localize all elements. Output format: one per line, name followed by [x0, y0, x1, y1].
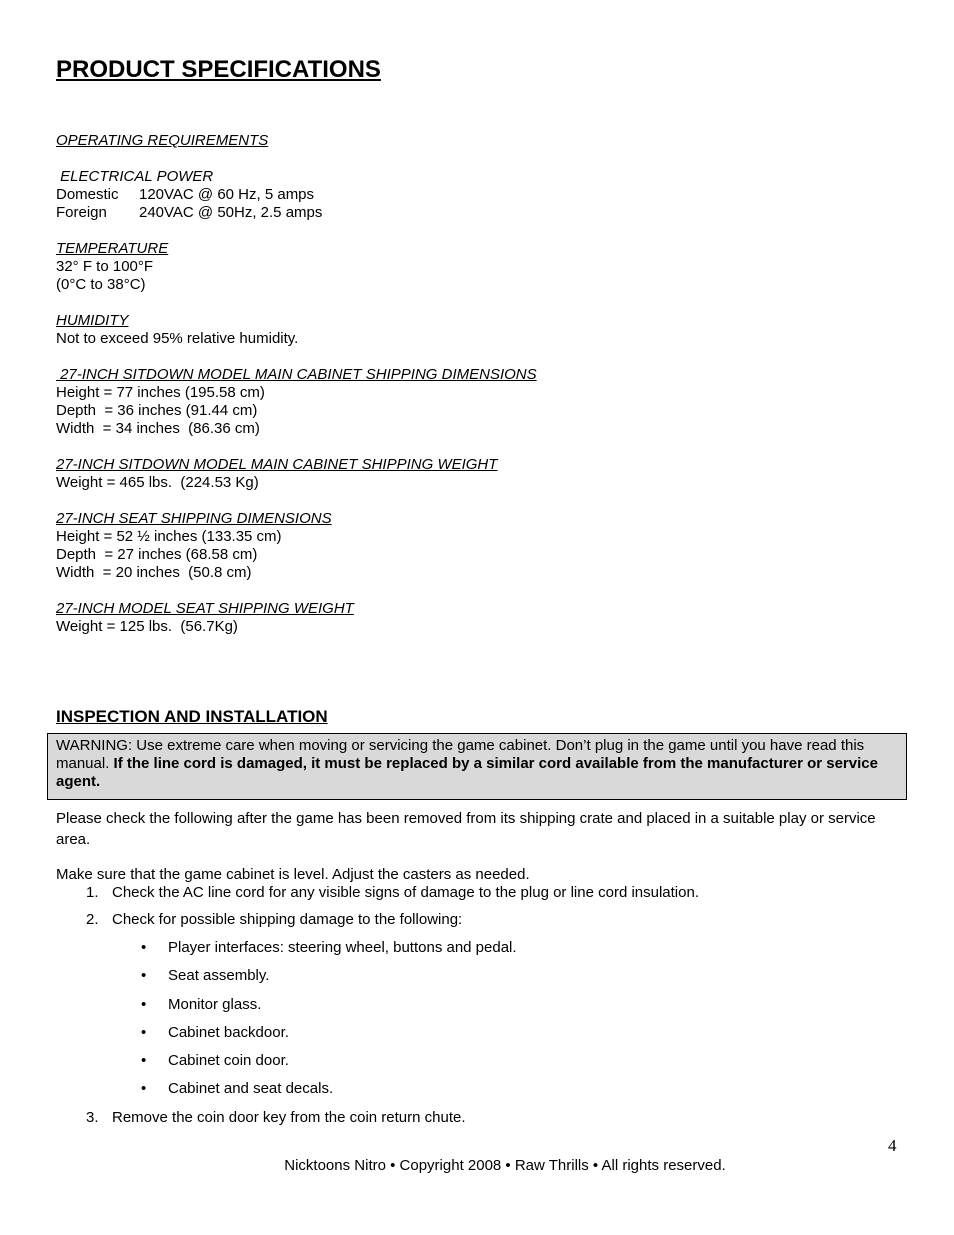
temperature-line: (0°C to 38°C) — [56, 276, 146, 293]
step-item — [56, 911, 886, 929]
cabinet-dimensions-heading: 27-INCH SITDOWN MODEL MAIN CABINET SHIPPING DIMENSIONS — [56, 366, 537, 383]
temperature-section — [56, 240, 856, 294]
bullet-icon: • — [141, 939, 147, 956]
cabinet-dimensions-section — [56, 366, 856, 438]
temperature-line: 32° F to 100°F — [56, 258, 154, 275]
humidity-line: Not to exceed 95% relative humidity. — [56, 330, 299, 347]
seat-weight-line: Weight = 125 lbs. (56.7Kg) — [56, 618, 238, 635]
electrical-row-domestic — [56, 186, 856, 204]
seat-dimension-line: Depth = 27 inches (68.58 cm) — [56, 546, 258, 563]
step-number: 1. — [86, 884, 99, 901]
warning-box — [47, 733, 907, 800]
list-item — [56, 1052, 886, 1070]
level-cabinet-paragraph: Make sure that the game cabinet is level. Adjust the casters as needed. — [56, 866, 530, 883]
seat-weight-heading: 27-INCH MODEL SEAT SHIPPING WEIGHT — [56, 600, 354, 617]
list-item-text: Cabinet and seat decals. — [168, 1080, 334, 1098]
list-item — [56, 996, 886, 1014]
electrical-power-section — [56, 168, 856, 222]
step-item — [56, 884, 886, 902]
seat-dimension-line: Width = 20 inches (50.8 cm) — [56, 564, 252, 581]
damage-check-list — [56, 939, 886, 1098]
page-number: 4 — [888, 1136, 897, 1155]
step-number: 2. — [86, 911, 99, 928]
list-item-text: Seat assembly. — [168, 967, 270, 985]
list-item — [56, 1080, 886, 1098]
list-item — [56, 967, 886, 985]
step-text: Check for possible shipping damage to the following: — [112, 911, 463, 928]
specifications-section — [56, 132, 856, 654]
step-text: Check the AC line cord for any visible signs of damage to the plug or line cord insulation. — [112, 884, 699, 901]
inspection-steps — [56, 884, 886, 1136]
footer-copyright: Nicktoons Nitro • Copyright 2008 • Raw Thrills • All rights reserved. — [284, 1157, 726, 1174]
step-text: Remove the coin door key from the coin return chute. — [112, 1108, 466, 1126]
list-item-text: Cabinet coin door. — [168, 1052, 289, 1070]
bullet-icon: • — [141, 995, 147, 1013]
step-item — [56, 1109, 886, 1127]
bullet-icon: • — [141, 1052, 147, 1070]
list-item-text: Monitor glass. — [168, 995, 262, 1013]
bullet-icon: • — [141, 967, 147, 985]
warning-text: WARNING: Use extreme care when moving or servicing the game cabinet. Don’t plug in the game until you have read this manual. — [56, 737, 865, 772]
list-item-text: Player interfaces: steering wheel, buttons and pedal. — [168, 939, 517, 956]
cabinet-dimension-line: Depth = 36 inches (91.44 cm) — [56, 402, 258, 419]
electrical-value: 240VAC @ 50Hz, 2.5 amps — [139, 204, 323, 221]
step-number: 3. — [86, 1108, 99, 1126]
cabinet-dimension-line: Width = 34 inches (86.36 cm) — [56, 420, 260, 437]
warning-bold-text: If the line cord is damaged, it must be replaced by a similar cord available from the manufacturer or service agent. — [56, 755, 878, 790]
inspection-heading: INSPECTION AND INSTALLATION — [56, 707, 328, 726]
list-item-text: Cabinet backdoor. — [168, 1023, 289, 1041]
bullet-icon: • — [141, 1023, 147, 1041]
electrical-label: Domestic — [56, 186, 119, 203]
humidity-section — [56, 312, 856, 348]
seat-weight-section — [56, 600, 856, 636]
electrical-power-heading: ELECTRICAL POWER — [56, 168, 214, 185]
page-title: PRODUCT SPECIFICATIONS — [56, 56, 381, 83]
seat-dimensions-heading: 27-INCH SEAT SHIPPING DIMENSIONS — [56, 510, 332, 527]
electrical-value: 120VAC @ 60 Hz, 5 amps — [139, 186, 315, 203]
temperature-heading: TEMPERATURE — [56, 240, 169, 257]
bullet-icon: • — [141, 1080, 147, 1098]
list-item — [56, 939, 886, 957]
electrical-label: Foreign — [56, 204, 107, 221]
humidity-heading: HUMIDITY — [56, 312, 129, 329]
cabinet-weight-line: Weight = 465 lbs. (224.53 Kg) — [56, 474, 259, 491]
list-item — [56, 1024, 886, 1042]
inspection-intro-paragraph: Please check the following after the game has been removed from its shipping crate and placed in a suitable play or service area. — [56, 810, 876, 848]
cabinet-dimension-line: Height = 77 inches (195.58 cm) — [56, 384, 265, 401]
cabinet-weight-heading: 27-INCH SITDOWN MODEL MAIN CABINET SHIPPING WEIGHT — [56, 456, 498, 473]
seat-dimension-line: Height = 52 ½ inches (133.35 cm) — [56, 528, 282, 545]
cabinet-weight-section — [56, 456, 856, 492]
electrical-row-foreign — [56, 204, 856, 222]
seat-dimensions-section — [56, 510, 856, 582]
operating-requirements-heading: OPERATING REQUIREMENTS — [56, 132, 269, 149]
